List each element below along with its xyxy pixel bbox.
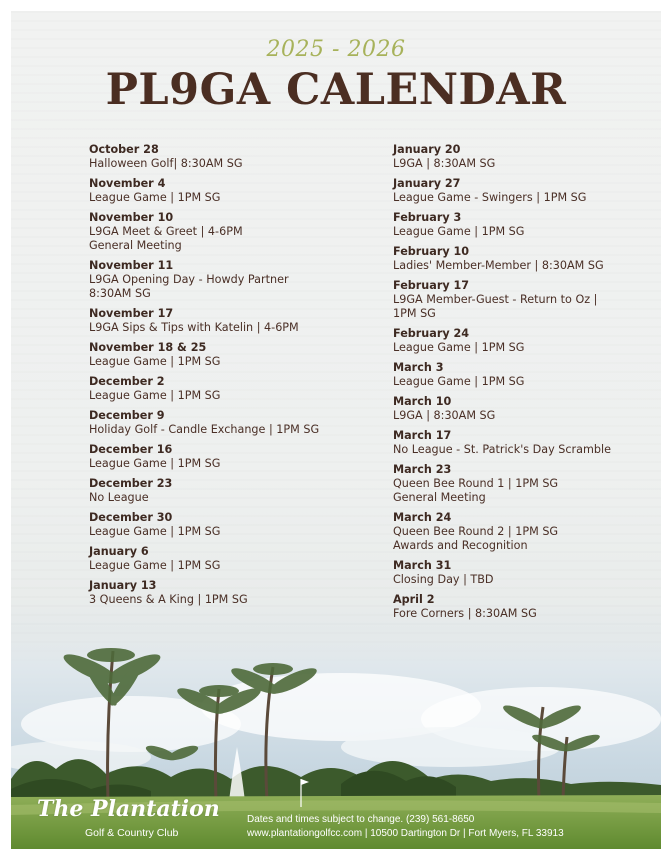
event-date: March 10 [393,395,452,408]
calendar-event [393,177,655,205]
event-detail: L9GA Opening Day - Howdy Partner [89,273,289,286]
event-date: December 9 [89,409,165,422]
event-date: November 18 & 25 [89,341,207,354]
event-detail: L9GA Meet & Greet | 4-6PM [89,225,243,238]
event-detail: 3 Queens & A King | 1PM SG [89,593,248,606]
event-date: January 6 [89,545,149,558]
calendar-event [89,341,379,369]
event-date: March 3 [393,361,444,374]
calendar-event [89,477,379,505]
event-detail: League Game | 1PM SG [89,559,221,572]
calendar-event [393,463,655,505]
event-detail: L9GA Member-Guest - Return to Oz | [393,293,598,306]
event-detail: No League [89,491,149,504]
event-detail: Fore Corners | 8:30AM SG [393,607,537,620]
event-detail: Ladies' Member-Member | 8:30AM SG [393,259,604,272]
calendar-event [393,279,655,321]
event-detail: L9GA | 8:30AM SG [393,409,496,422]
event-date: March 24 [393,511,452,524]
calendar-event [89,443,379,471]
event-date: March 17 [393,429,452,442]
event-detail: 1PM SG [393,307,436,320]
calendar-event [89,307,379,335]
calendar-event [89,545,379,573]
calendar-event [393,245,655,273]
event-date: March 23 [393,463,452,476]
calendar-title: PL9GA CALENDAR [105,65,567,115]
event-detail: League Game | 1PM SG [393,375,525,388]
event-detail: League Game | 1PM SG [89,191,221,204]
event-detail: General Meeting [89,239,182,252]
event-date: January 13 [89,579,157,592]
calendar-event [89,177,379,205]
calendar-event [393,211,655,239]
calendar-event [89,143,379,171]
event-detail: Closing Day | TBD [393,573,494,586]
event-detail: League Game | 1PM SG [89,525,221,538]
calendar-event [393,593,655,621]
event-detail: League Game | 1PM SG [393,341,525,354]
calendar-event [89,579,379,607]
events-column-right [393,143,655,627]
event-date: January 20 [393,143,461,156]
event-date: February 17 [393,279,470,292]
calendar-event [393,327,655,355]
event-date: February 24 [393,327,470,340]
event-date: January 27 [393,177,461,190]
event-detail: Queen Bee Round 1 | 1PM SG [393,477,559,490]
event-detail: Halloween Golf| 8:30AM SG [89,157,243,170]
footer-disclaimer: Dates and times subject to change. (239) 561-8650 [247,814,475,825]
event-date: December 23 [89,477,173,490]
event-date: December 16 [89,443,173,456]
season-year: 2025 - 2026 [266,37,406,62]
event-detail: Awards and Recognition [393,539,528,552]
event-detail: General Meeting [393,491,486,504]
event-detail: League Game | 1PM SG [89,355,221,368]
event-date: February 3 [393,211,462,224]
calendar-event [89,211,379,253]
event-date: October 28 [89,143,159,156]
calendar-event [393,559,655,587]
event-date: November 11 [89,259,174,272]
logo-script-text: The Plantation [37,796,220,822]
event-detail: Queen Bee Round 2 | 1PM SG [393,525,559,538]
event-detail: League Game | 1PM SG [89,389,221,402]
event-date: November 10 [89,211,174,224]
event-detail: L9GA Sips & Tips with Katelin | 4-6PM [89,321,299,334]
footer-address: www.plantationgolfcc.com | 10500 Dartington Dr | Fort Myers, FL 33913 [247,827,564,839]
calendar-event [89,259,379,301]
event-date: November 4 [89,177,166,190]
event-detail: League Game - Swingers | 1PM SG [393,191,587,204]
event-date: December 2 [89,375,165,388]
calendar-event [393,429,655,457]
event-date: February 10 [393,245,470,258]
event-date: December 30 [89,511,173,524]
event-detail: League Game | 1PM SG [393,225,525,238]
event-detail: Holiday Golf - Candle Exchange | 1PM SG [89,423,320,436]
event-detail: League Game | 1PM SG [89,457,221,470]
calendar-event [393,395,655,423]
calendar-event [89,375,379,403]
calendar-event [393,511,655,553]
event-date: April 2 [393,593,435,606]
calendar-event [89,511,379,539]
event-detail: 8:30AM SG [89,287,151,300]
footer-info [247,813,657,840]
calendar-event [393,361,655,389]
logo-subtitle: Golf & Country Club [85,827,179,839]
event-detail: L9GA | 8:30AM SG [393,157,496,170]
calendar-flyer [11,11,661,849]
club-logo [33,796,233,846]
calendar-event [89,409,379,437]
event-detail: No League - St. Patrick's Day Scramble [393,443,611,456]
event-date: November 17 [89,307,174,320]
events-column-left [89,143,379,613]
calendar-event [393,143,655,171]
event-date: March 31 [393,559,452,572]
